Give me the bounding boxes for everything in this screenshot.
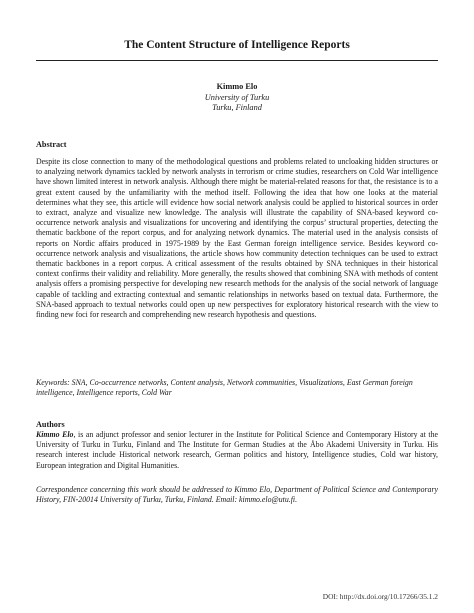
author-bio: [36, 430, 438, 471]
abstract-text: Despite its close connection to many of the methodological questions and problems related to uncloaking hidden structures or to analyzing network dynamics tackled by network analysts in terrorism or crime studies, researchers on Cold War intelligence have shown limited interest in network analysis. Although there might be material-related reasons for that, the resistance is to a great extent caused by the unfamiliarity with the method itself. Following the idea that how one looks at the material determines what they see, this article will evidence how social network analysis could be applied to historical sources in order to extract, analyze and visualize new knowledge. The analysis will illustrate the capability of SNA-based keyword co-occurrence network analysis and visualizations for uncovering and identifying the corpus’ structural properties, detecting the thematic backbone of the report corpus, and for analyzing network dynamics. The material used in the analysis consists of reports on Nordic affairs produced in 1975-1989 by the East German foreign intelligence service. Besides keyword co-occurrence network analysis and visualizations, the article shows how community detection techniques can be used to extract thematic backbones in a report corpus. A critical assessment of the results obtained by SNA techniques in their historical context confirms their validity and reliability. More generally, the results showed that combining SNA with methods of content analysis offers a promising perspective for developing new research methods for the analysis of the social network of language capable of tackling and extracting contextual and semantic relationships in networks based on textual data. Furthermore, the SNA-based approach to textual networks could open up new perspectives for exploratory historical research with the view to finding new foci for research and comprehending new research hypothesis and questions.: [36, 157, 438, 320]
author-location: Turku, Finland: [212, 103, 262, 112]
author-block: [36, 82, 438, 114]
correspondence-note: Correspondence concerning this work should be addressed to Kimmo Elo, Department of Political Science and Contemporary History, FIN-20014 University of Turku, Turku, Finland. Email: kimmo.elo@utu.fi.: [36, 485, 438, 505]
keywords: Keywords: SNA, Co-occurrence networks, Content analysis, Network communities, Visualizations, East German foreign intelligence, Intelligence reports, Cold War: [36, 378, 413, 398]
title-rule: [36, 60, 438, 61]
author-affiliation: University of Turku: [204, 92, 270, 102]
bio-text: , is an adjunct professor and senior lecturer in the Institute for Political Science and Contemporary History at the University of Turku in Turku, Finland and The Institute for German Studies at the Åbo Akademi University in Turku. His research interest include Historical network research, German politics and history, Intelligence studies, Cold war history, European integration and Digital Humanities.: [36, 430, 438, 470]
author-name: Kimmo Elo: [216, 82, 258, 91]
abstract-heading: Abstract: [36, 140, 67, 149]
doi-link[interactable]: DOI: http://dx.doi.org/10.17266/35.1.2: [322, 592, 438, 601]
paper-title: The Content Structure of Intelligence Reports: [124, 39, 350, 51]
authors-heading: Authors: [36, 420, 65, 429]
bio-author-name: Kimmo Elo: [36, 430, 74, 439]
